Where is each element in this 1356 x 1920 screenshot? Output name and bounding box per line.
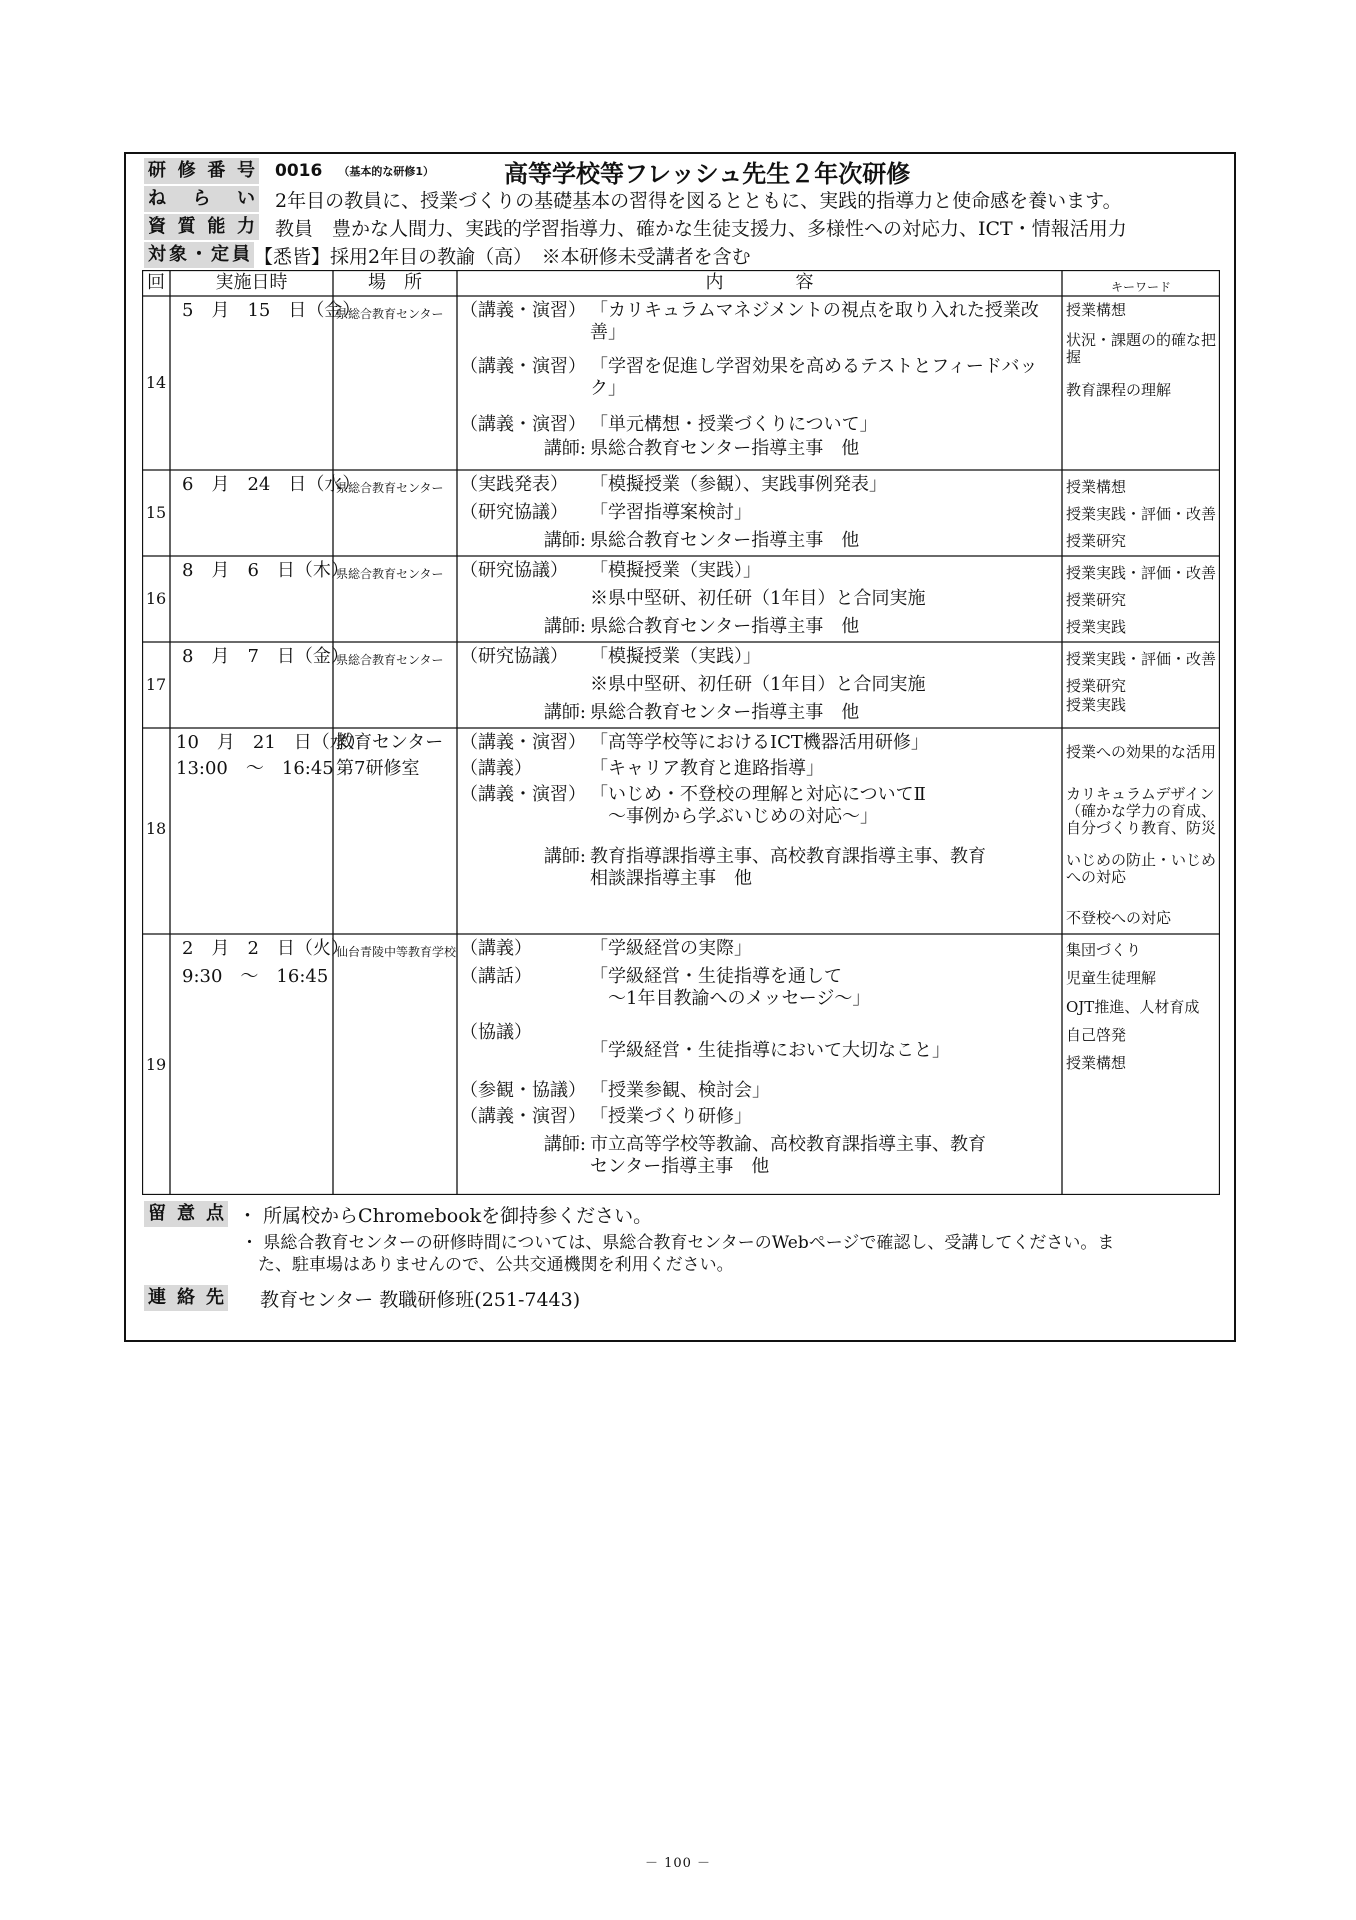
keyword: 授業研究 bbox=[1066, 591, 1127, 609]
keyword: 授業実践・評価・改善 bbox=[1066, 564, 1217, 582]
keyword: 授業実践・評価・改善 bbox=[1066, 505, 1217, 523]
contact-text: 教育センター 教職研修班(251-7443) bbox=[260, 1288, 581, 1311]
row-place: 県総合教育センター bbox=[336, 653, 444, 667]
content-text: 「学習指導案検討」 bbox=[590, 502, 752, 523]
content-text: ～事例から学ぶいじめの対応～」 bbox=[590, 806, 878, 827]
schedule-table bbox=[142, 270, 1220, 1195]
row-number: 17 bbox=[145, 675, 167, 694]
header-aim-row bbox=[144, 185, 1122, 213]
content-type: （講義・演習） bbox=[460, 414, 586, 435]
target-label: 対象・定員 bbox=[144, 242, 254, 268]
content-type: （講義・演習） bbox=[460, 1106, 586, 1127]
content-text: 「授業づくり研修」 bbox=[590, 1106, 752, 1127]
row-date: 5 月 15 日（金） bbox=[182, 300, 361, 321]
col-header-no: 回 bbox=[147, 272, 165, 293]
content-type: （講義・演習） bbox=[460, 356, 586, 377]
keyword: 授業研究 bbox=[1066, 677, 1127, 695]
keyword: 授業構想 bbox=[1066, 478, 1127, 496]
row-time: 9:30 ～ 16:45 bbox=[182, 966, 329, 987]
header-code-row bbox=[144, 157, 911, 188]
keyword: 教育課程の理解 bbox=[1066, 381, 1172, 399]
row-number: 16 bbox=[145, 589, 167, 608]
row-place: 県総合教育センター bbox=[336, 307, 444, 321]
keyword: 不登校への対応 bbox=[1066, 909, 1172, 927]
content-type: （研究協議） bbox=[460, 502, 568, 523]
content-type: （研究協議） bbox=[460, 646, 568, 667]
keyword: への対応 bbox=[1066, 868, 1127, 886]
target-text: 【悉皆】採用2年目の教諭（高） ※本研修未受講者を含む bbox=[254, 245, 751, 268]
keyword: いじめの防止・いじめ bbox=[1066, 851, 1217, 869]
row-date: 6 月 24 日（水） bbox=[182, 474, 361, 495]
row-number: 18 bbox=[145, 819, 167, 838]
content-text: 「授業参観、検討会」 bbox=[590, 1080, 770, 1101]
keyword: 授業構想 bbox=[1066, 301, 1127, 319]
keyword: カリキュラムデザイン bbox=[1066, 785, 1215, 803]
row-place: 仙台青陵中等教育学校 bbox=[336, 945, 457, 959]
col-header-content: 内 容 bbox=[705, 272, 814, 293]
keyword: （確かな学力の育成、 bbox=[1066, 802, 1217, 820]
ability-label: 資質能力 bbox=[144, 214, 259, 240]
content-type: （協議） bbox=[460, 1022, 532, 1043]
lecturer-text: 県総合教育センター指導主事 他 bbox=[590, 702, 860, 723]
training-code: 0016 bbox=[275, 161, 323, 181]
content-type: （講義） bbox=[460, 758, 532, 779]
keyword: 自分づくり教育、防災 bbox=[1066, 819, 1217, 837]
lecturer-text: センター指導主事 他 bbox=[590, 1156, 770, 1177]
row-place-room: 第7研修室 bbox=[336, 758, 420, 779]
lecturer-label: 講師: bbox=[543, 702, 586, 723]
row-number: 19 bbox=[145, 1055, 167, 1074]
aim-label: ねらい bbox=[144, 186, 259, 212]
ability-text: 教員 豊かな人間力、実践的学習指導力、確かな生徒支援力、多様性への対応力、ICT・情報活用力 bbox=[275, 217, 1127, 240]
lecturer-label: 講師: bbox=[543, 1134, 586, 1155]
keyword: 授業研究 bbox=[1066, 532, 1127, 550]
content-text: 「カリキュラムマネジメントの視点を取り入れた授業改 bbox=[590, 300, 1039, 321]
page-title: 高等学校等フレッシュ先生２年次研修 bbox=[503, 159, 911, 188]
header-ability-row bbox=[144, 213, 1127, 241]
keyword: 授業への効果的な活用 bbox=[1066, 743, 1217, 761]
lecturer-text: 県総合教育センター指導主事 他 bbox=[590, 438, 860, 459]
col-header-keywords: キーワード bbox=[1110, 280, 1171, 294]
contact-label: 連絡先 bbox=[144, 1285, 228, 1311]
lecturer-text: 県総合教育センター指導主事 他 bbox=[590, 530, 860, 551]
content-note: ※県中堅研、初任研（1年目）と合同実施 bbox=[590, 588, 926, 609]
training-category: （基本的な研修1） bbox=[338, 165, 434, 178]
keyword: 授業実践 bbox=[1066, 696, 1127, 714]
contact-row bbox=[144, 1284, 580, 1312]
page-number: － 100 － bbox=[644, 1856, 712, 1871]
content-text: 「模擬授業（参観）、実践事例発表」 bbox=[590, 474, 887, 495]
lecturer-text: 県総合教育センター指導主事 他 bbox=[590, 616, 860, 637]
aim-text: 2年目の教員に、授業づくりの基礎基本の習得を図るとともに、実践的指導力と使命感を養います。 bbox=[275, 189, 1122, 212]
content-text: 「学級経営・生徒指導において大切なこと」 bbox=[590, 1040, 950, 1061]
row-number: 14 bbox=[145, 373, 167, 392]
notes-row bbox=[144, 1200, 652, 1228]
code-label: 研修番号 bbox=[144, 158, 259, 184]
header-target-row bbox=[144, 241, 751, 269]
row-date: 8 月 7 日（金） bbox=[182, 646, 349, 667]
row-place: 県総合教育センター bbox=[336, 567, 444, 581]
keyword: 授業実践 bbox=[1066, 618, 1127, 636]
lecturer-text: 教育指導課指導主事、高校教育課指導主事、教育 bbox=[590, 846, 986, 867]
notes-label: 留意点 bbox=[144, 1201, 228, 1227]
row-date: 10 月 21 日（水） bbox=[176, 732, 366, 753]
content-text: 「高等学校等におけるICT機器活用研修」 bbox=[590, 732, 929, 753]
lecturer-label: 講師: bbox=[543, 438, 586, 459]
lecturer-label: 講師: bbox=[543, 846, 586, 867]
keyword: 集団づくり bbox=[1066, 941, 1142, 959]
col-header-date: 実施日時 bbox=[215, 272, 288, 293]
note-item: ・ 所属校からChromebookを御持参ください。 bbox=[238, 1204, 653, 1227]
content-text: 「学級経営・生徒指導を通して bbox=[590, 966, 842, 987]
content-type: （講義・演習） bbox=[460, 732, 586, 753]
keyword: 状況・課題の的確な把 bbox=[1066, 331, 1217, 349]
content-text: 「単元構想・授業づくりについて」 bbox=[590, 414, 878, 435]
training-sheet bbox=[124, 152, 1236, 1342]
col-header-place: 場 所 bbox=[368, 272, 422, 293]
content-type: （講義・演習） bbox=[460, 300, 586, 321]
content-type: （参観・協議） bbox=[460, 1080, 586, 1101]
content-text: ～1年目教諭へのメッセージ～」 bbox=[590, 988, 871, 1009]
content-text: 「模擬授業（実践）」 bbox=[590, 560, 761, 581]
row-place: 県総合教育センター bbox=[336, 481, 444, 495]
content-type: （講義） bbox=[460, 938, 532, 959]
content-text: 「模擬授業（実践）」 bbox=[590, 646, 761, 667]
keyword: OJT推進、人材育成 bbox=[1066, 998, 1200, 1016]
note-item-continued: た、駐車場はありませんので、公共交通機関を利用ください。 bbox=[258, 1255, 734, 1275]
lecturer-label: 講師: bbox=[543, 616, 586, 637]
content-text: 「キャリア教育と進路指導」 bbox=[590, 758, 824, 779]
lecturer-label: 講師: bbox=[543, 530, 586, 551]
content-type: （講話） bbox=[460, 966, 532, 987]
content-note: ※県中堅研、初任研（1年目）と合同実施 bbox=[590, 674, 926, 695]
row-place: 教育センター bbox=[336, 732, 444, 753]
row-date: 2 月 2 日（火） bbox=[182, 938, 349, 959]
content-type: （講義・演習） bbox=[460, 784, 586, 805]
content-type: （研究協議） bbox=[460, 560, 568, 581]
content-type: （実践発表） bbox=[460, 474, 568, 495]
content-text: 「学級経営の実際」 bbox=[590, 938, 752, 959]
note-item: ・ 県総合教育センターの研修時間については、県総合教育センターのWebページで確認し、受講してください。ま bbox=[241, 1233, 1115, 1253]
lecturer-text: 市立高等学校等教諭、高校教育課指導主事、教育 bbox=[590, 1134, 986, 1155]
keyword: 握 bbox=[1066, 348, 1082, 366]
keyword: 自己啓発 bbox=[1066, 1026, 1127, 1044]
keyword: 児童生徒理解 bbox=[1066, 969, 1157, 987]
row-number: 15 bbox=[145, 503, 167, 522]
content-text: ク」 bbox=[590, 378, 626, 399]
content-text: 「いじめ・不登校の理解と対応についてⅡ bbox=[590, 784, 926, 805]
keyword: 授業構想 bbox=[1066, 1054, 1127, 1072]
lecturer-text: 相談課指導主事 他 bbox=[590, 868, 752, 889]
keyword: 授業実践・評価・改善 bbox=[1066, 650, 1217, 668]
content-text: 善」 bbox=[590, 322, 626, 343]
row-date: 8 月 6 日（木） bbox=[182, 560, 349, 581]
content-text: 「学習を促進し学習効果を高めるテストとフィードバッ bbox=[590, 356, 1038, 377]
row-time: 13:00 ～ 16:45 bbox=[176, 758, 334, 779]
